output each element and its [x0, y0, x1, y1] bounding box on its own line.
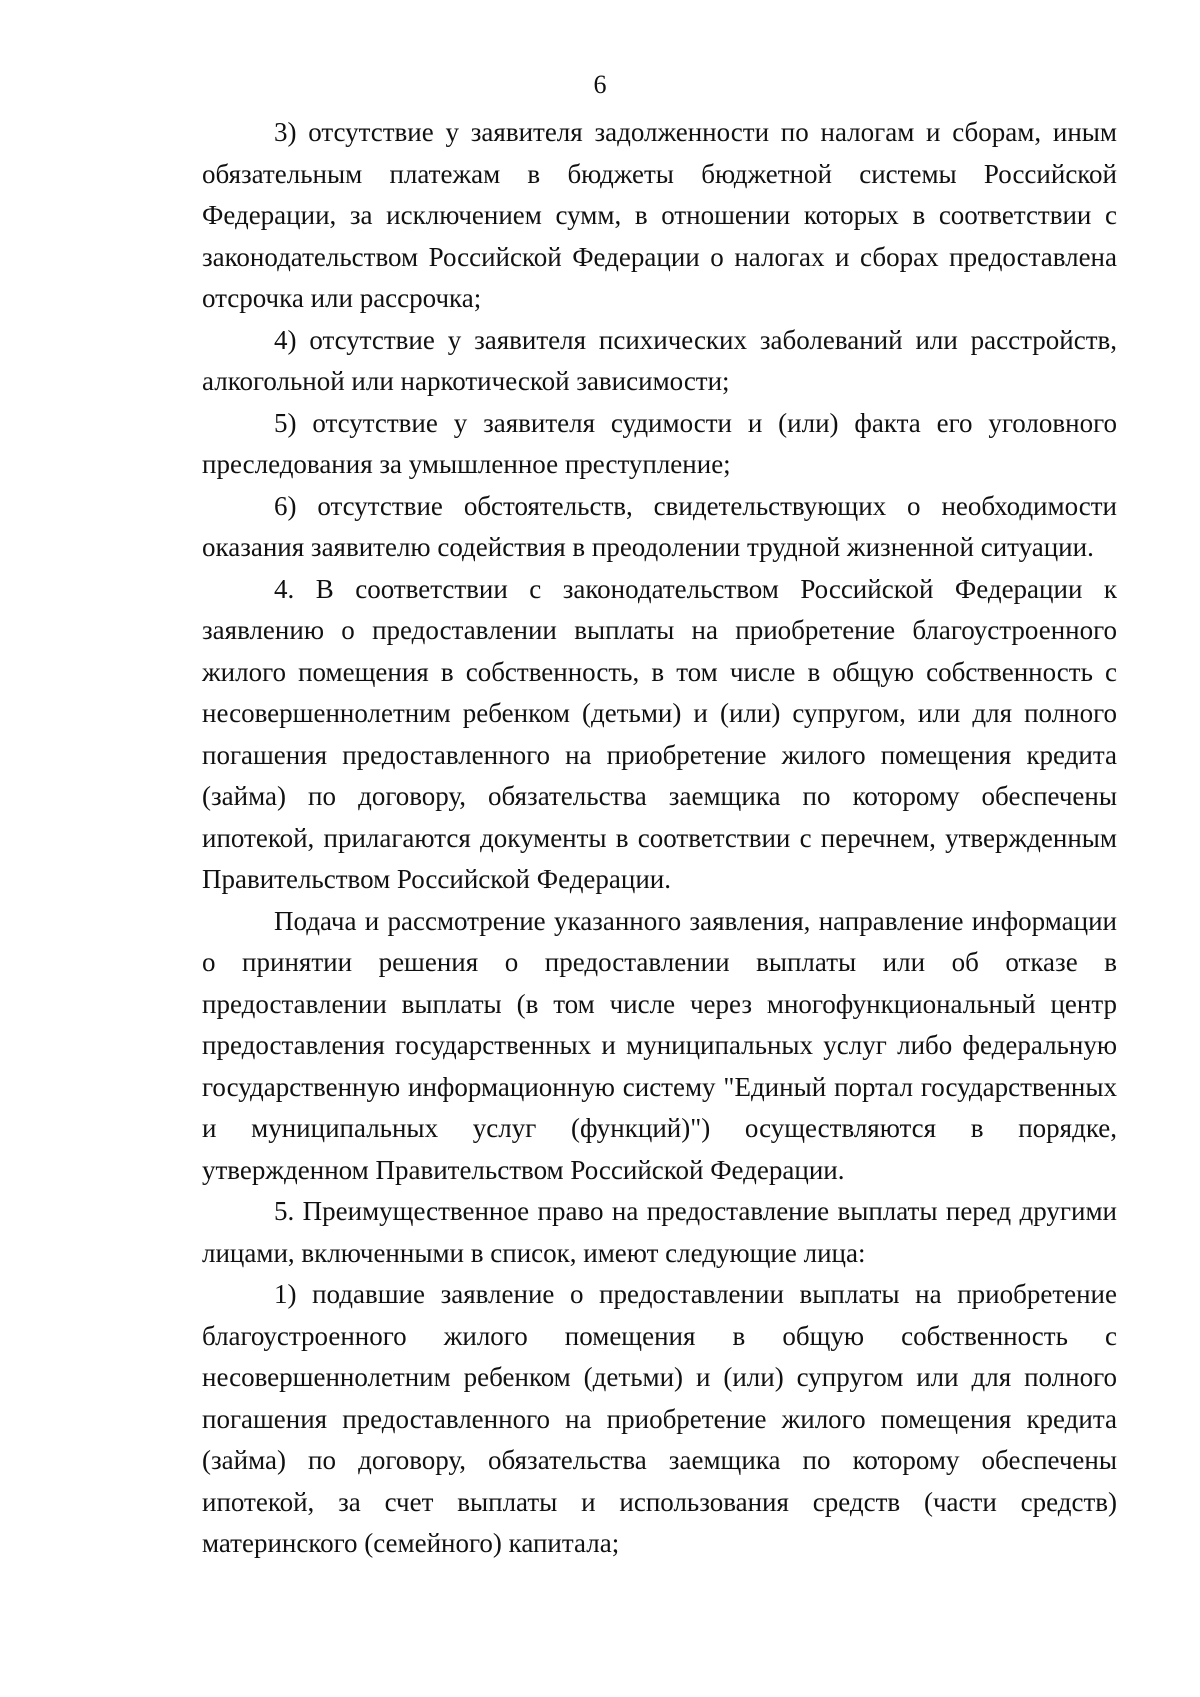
- document-body: [202, 112, 1117, 1565]
- paragraph-item-3-no-tax-debt: 3) отсутствие у заявителя задолженности по налогам и сборам, иным обязательным платежам в бюджеты бюджетной системы Российской Федерации, за исключением сумм, в отношении которых в соответствии с законодательством Российской Федерации о налогах и сборах предоставлена отсрочка или рассрочка;: [202, 117, 1117, 313]
- paragraph-item-6-no-hardship: 6) отсутствие обстоятельств, свидетельствующих о необходимости оказания заявителю содействия в преодолении трудной жизненной ситуации.: [202, 490, 1117, 562]
- page-number: 6: [593, 70, 607, 99]
- paragraph-priority-item-1: 1) подавшие заявление о предоставлении выплаты на приобретение благоустроенного жилого помещения в общую собственность с несовершеннолетним ребенком (детьми) и (или) супругом или для полного погашения предоставленного на приобретение жилого помещения кредита (займа) по договору, обязательства заемщика по которому обеспечены ипотекой, за счет выплаты и использования средств (части средств) материнского (семейного) капитала;: [202, 1279, 1117, 1558]
- paragraph-section-4-documents: 4. В соответствии с законодательством Российской Федерации к заявлению о предоставлении выплаты на приобретение благоустроенного жилого помещения в собственность, в том числе в общую собственность с несовершеннолетним ребенком (детьми) и (или) супругом, или для полного погашения предоставленного на приобретение жилого помещения кредита (займа) по договору, обязательства заемщика по которому обеспечены ипотекой, прилагаются документы в соответствии с перечнем, утвержденным Правительством Российской Федерации.: [202, 573, 1117, 894]
- paragraph-application-procedure: Подача и рассмотрение указанного заявления, направление информации о принятии решения о предоставлении выплаты или об отказе в предоставлении выплаты (в том числе через многофункциональный центр предоставления государственных и муниципальных услуг либо федеральную государственную информационную систему "Единый портал государственных и муниципальных услуг (функций)") осуществляются в порядке, утвержденном Правительством Российской Федерации.: [202, 905, 1117, 1185]
- paragraph-section-5-priority-right: 5. Преимущественное право на предоставление выплаты перед другими лицами, включенными в список, имеют следующие лица:: [202, 1196, 1117, 1268]
- paragraph-item-5-no-criminal-record: 5) отсутствие у заявителя судимости и (или) факта его уголовного преследования за умышленное преступление;: [202, 407, 1117, 479]
- paragraph-item-4-no-mental-illness: 4) отсутствие у заявителя психических заболеваний или расстройств, алкогольной или наркотической зависимости;: [202, 324, 1117, 396]
